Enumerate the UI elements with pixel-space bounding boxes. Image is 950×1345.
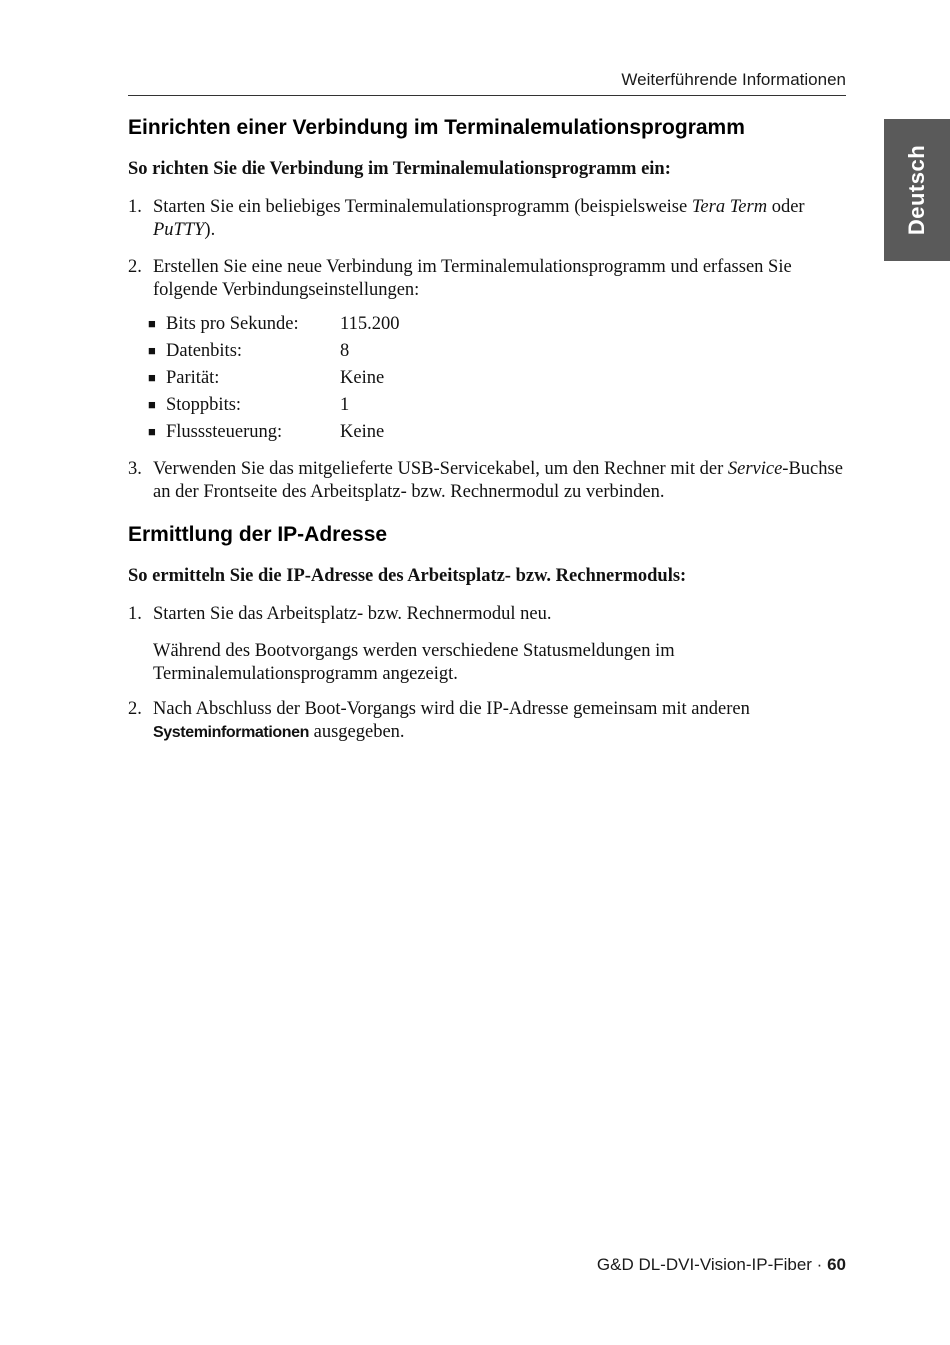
list-item-text: Erstellen Sie eine neue Verbindung im Terminalemulationsprogramm und erfassen Sie folgende Verbindungseinstellungen: <box>153 257 792 300</box>
list-item-text: Starten Sie ein beliebiges Terminalemulationsprogramm (beispielsweise Tera Term oder PuTTY). <box>153 197 805 240</box>
list-number: 1. <box>128 604 142 624</box>
list-item-text: Starten Sie das Arbeitsplatz- bzw. Rechnermodul neu. <box>153 604 552 624</box>
section-lead-connection: So richten Sie die Verbindung im Terminalemulationsprogramm ein: <box>128 159 671 179</box>
list-item <box>128 698 848 744</box>
list-number: 2. <box>128 257 142 277</box>
step-note: Während des Bootvorgangs werden verschiedene Statusmeldungen im Terminalemulationsprogramm angezeigt. <box>153 641 675 684</box>
header-rule <box>128 95 846 96</box>
setting-value: Keine <box>340 422 385 442</box>
list-number: 3. <box>128 459 142 479</box>
page-footer <box>597 1255 846 1275</box>
setting-value: 1 <box>340 395 350 415</box>
section-lead-ip-address: So ermitteln Sie die IP-Adresse des Arbeitsplatz- bzw. Rechnermoduls: <box>128 566 687 586</box>
list-number: 1. <box>128 197 142 217</box>
language-tab <box>884 119 950 261</box>
bullet-icon: ■ <box>148 343 156 358</box>
list-item-text: Nach Abschluss der Boot-Vorgangs wird die IP-Adresse gemeinsam mit anderen Systeminformationen ausgegeben. <box>153 699 750 742</box>
bullet-icon: ■ <box>148 397 156 412</box>
list-item <box>128 603 848 626</box>
setting-label: Stoppbits: <box>166 395 242 415</box>
setting-value: 8 <box>340 341 350 361</box>
list-number: 2. <box>128 699 142 719</box>
setting-value: Keine <box>340 368 385 388</box>
ui-term: Systeminformationen <box>153 724 309 741</box>
running-header: Weiterführende Informationen <box>621 70 846 89</box>
bullet-icon: ■ <box>148 370 156 385</box>
bullet-icon: ■ <box>148 424 156 439</box>
setting-label: Bits pro Sekunde: <box>166 314 299 334</box>
list-item <box>128 196 848 242</box>
section-heading-ip-address: Ermittlung der IP-Adresse <box>128 523 388 546</box>
footer-product: G&D DL-DVI-Vision-IP-Fiber · <box>596 1255 828 1274</box>
list-item <box>128 458 848 504</box>
section-heading-connection: Einrichten einer Verbindung im Terminalemulationsprogramm <box>128 116 745 139</box>
setting-label: Datenbits: <box>166 341 243 361</box>
language-tab-label: Deutsch <box>904 144 929 236</box>
setting-label: Parität: <box>166 368 220 388</box>
setting-value: 115.200 <box>340 314 400 334</box>
setting-label: Flusssteuerung: <box>166 422 283 442</box>
page-number: 60 <box>827 1255 846 1274</box>
list-item-text: Verwenden Sie das mitgelieferte USB-Servicekabel, um den Rechner mit der Service-Buchse an der Frontseite des Arbeitsplatz- bzw. Rechnermodul zu verbinden. <box>153 459 843 502</box>
list-item <box>128 256 848 302</box>
bullet-icon: ■ <box>148 316 156 331</box>
